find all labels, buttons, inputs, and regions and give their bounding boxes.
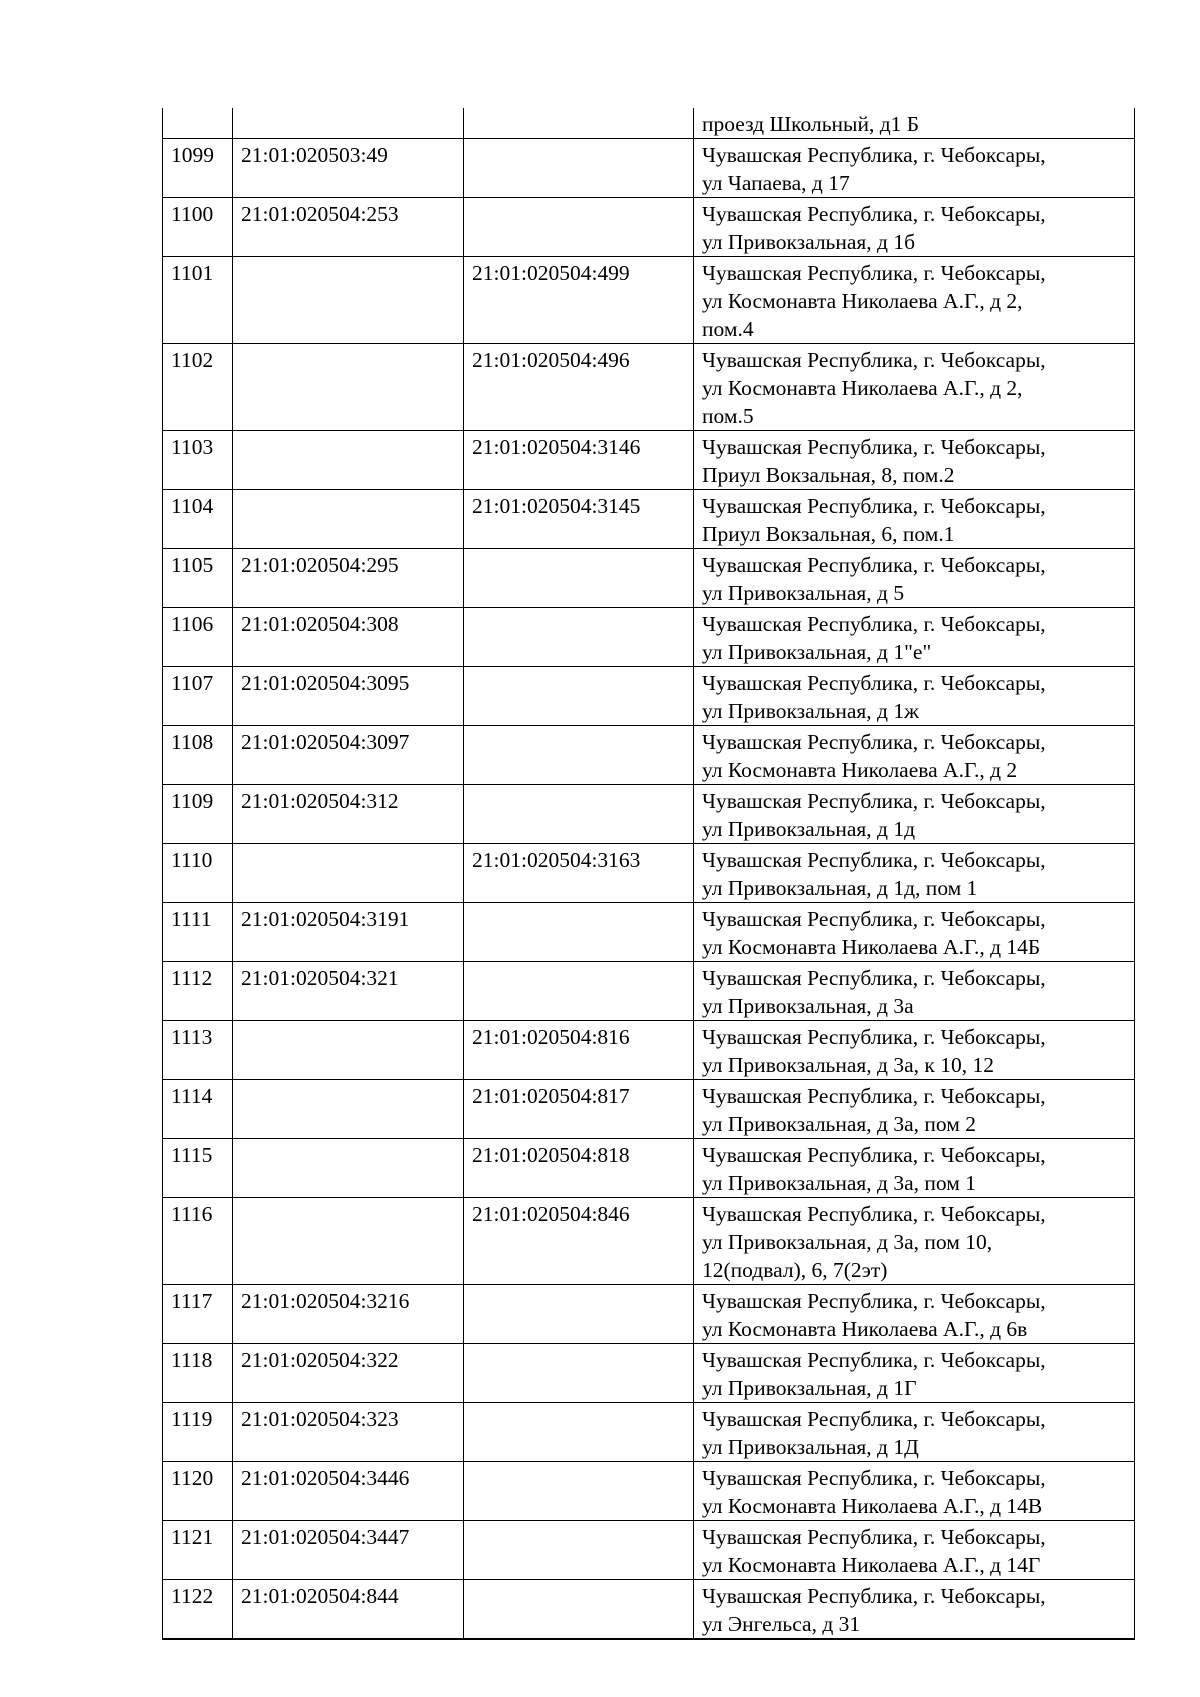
table-row — [163, 1580, 1135, 1640]
row-number-cell: 1108 — [163, 726, 233, 785]
address-line: Чувашская Республика, г. Чебоксары, — [702, 553, 1046, 577]
row-number-cell: 1120 — [163, 1462, 233, 1521]
address-cell — [694, 549, 1135, 608]
address-line: ул Привокзальная, д 1Д — [702, 1435, 919, 1459]
building-cadastral-number-cell: 21:01:020504:496 — [464, 344, 694, 431]
land-cadastral-number-cell: 21:01:020504:3446 — [233, 1462, 464, 1521]
land-cadastral-number-cell — [233, 431, 464, 490]
row-number-cell: 1109 — [163, 785, 233, 844]
address-cell — [694, 1285, 1135, 1344]
building-cadastral-number-cell — [464, 1462, 694, 1521]
address-line: Чувашская Республика, г. Чебоксары, — [702, 202, 1046, 226]
building-cadastral-number-cell: 21:01:020504:816 — [464, 1021, 694, 1080]
address-cell — [694, 1198, 1135, 1285]
address-line: Чувашская Республика, г. Чебоксары, — [702, 966, 1046, 990]
table-row — [163, 785, 1135, 844]
address-line: ул Привокзальная, д 5 — [702, 581, 905, 605]
address-line: Приул Вокзальная, 6, пом.1 — [702, 522, 955, 546]
row-number-cell: 1106 — [163, 608, 233, 667]
building-cadastral-number-cell — [464, 785, 694, 844]
address-cell — [694, 1139, 1135, 1198]
table-row — [163, 1462, 1135, 1521]
table-row — [163, 608, 1135, 667]
row-number-cell: 1111 — [163, 903, 233, 962]
building-cadastral-number-cell: 21:01:020504:818 — [464, 1139, 694, 1198]
address-cell — [694, 726, 1135, 785]
table-row — [163, 1198, 1135, 1285]
land-cadastral-number-cell: 21:01:020504:322 — [233, 1344, 464, 1403]
building-cadastral-number-cell — [464, 549, 694, 608]
address-cell — [694, 1403, 1135, 1462]
land-cadastral-number-cell: 21:01:020504:844 — [233, 1580, 464, 1640]
address-line: ул Привокзальная, д 3а, к 10, 12 — [702, 1053, 994, 1077]
address-line: Чувашская Республика, г. Чебоксары, — [702, 612, 1046, 636]
row-number-cell: 1117 — [163, 1285, 233, 1344]
address-line: Чувашская Республика, г. Чебоксары, — [702, 907, 1046, 931]
address-line: Чувашская Республика, г. Чебоксары, — [702, 1289, 1046, 1313]
land-cadastral-number-cell: 21:01:020504:3216 — [233, 1285, 464, 1344]
land-cadastral-number-cell — [233, 844, 464, 903]
address-line: Чувашская Республика, г. Чебоксары, — [702, 1525, 1046, 1549]
land-cadastral-number-cell — [233, 1139, 464, 1198]
table-row — [163, 257, 1135, 344]
land-cadastral-number-cell — [233, 1198, 464, 1285]
land-cadastral-number-cell: 21:01:020504:3097 — [233, 726, 464, 785]
building-cadastral-number-cell: 21:01:020504:499 — [464, 257, 694, 344]
address-line: Чувашская Республика, г. Чебоксары, — [702, 435, 1046, 459]
row-number-cell: 1103 — [163, 431, 233, 490]
address-cell — [694, 1462, 1135, 1521]
address-line: ул Космонавта Николаева А.Г., д 14В — [702, 1494, 1043, 1518]
row-number-cell: 1107 — [163, 667, 233, 726]
row-number-cell: 1113 — [163, 1021, 233, 1080]
address-cell — [694, 257, 1135, 344]
building-cadastral-number-cell — [464, 1344, 694, 1403]
table-row — [163, 549, 1135, 608]
address-line: Чувашская Республика, г. Чебоксары, — [702, 671, 1046, 695]
land-cadastral-number-cell: 21:01:020503:49 — [233, 139, 464, 198]
row-number-cell: 1122 — [163, 1580, 233, 1640]
address-line: ул Энгельса, д 31 — [702, 1612, 861, 1636]
table-row — [163, 726, 1135, 785]
land-cadastral-number-cell: 21:01:020504:3095 — [233, 667, 464, 726]
table-row — [163, 844, 1135, 903]
address-line: ул Космонавта Николаева А.Г., д 14Г — [702, 1553, 1041, 1577]
row-number-cell: 1114 — [163, 1080, 233, 1139]
table-row — [163, 139, 1135, 198]
address-line: проезд Школьный, д1 Б — [702, 112, 920, 136]
address-cell — [694, 108, 1135, 139]
address-line: ул Привокзальная, д 3а, пом 10, — [702, 1230, 993, 1254]
row-number-cell: 1121 — [163, 1521, 233, 1580]
address-line: пом.4 — [702, 317, 754, 341]
address-line: ул Космонавта Николаева А.Г., д 2, — [702, 376, 1023, 400]
land-cadastral-number-cell — [233, 1021, 464, 1080]
land-cadastral-number-cell — [233, 344, 464, 431]
row-number-cell: 1099 — [163, 139, 233, 198]
address-line: ул Привокзальная, д 3а, пом 2 — [702, 1112, 976, 1136]
address-line: ул Привокзальная, д 1д, пом 1 — [702, 876, 978, 900]
address-cell — [694, 431, 1135, 490]
land-cadastral-number-cell: 21:01:020504:3447 — [233, 1521, 464, 1580]
table-body — [163, 108, 1135, 1639]
building-cadastral-number-cell — [464, 198, 694, 257]
address-cell — [694, 1521, 1135, 1580]
address-line: Чувашская Республика, г. Чебоксары, — [702, 1202, 1046, 1226]
table-row — [163, 903, 1135, 962]
address-line: ул Привокзальная, д 1Г — [702, 1376, 917, 1400]
land-cadastral-number-cell: 21:01:020504:253 — [233, 198, 464, 257]
land-cadastral-number-cell — [233, 1080, 464, 1139]
land-cadastral-number-cell: 21:01:020504:323 — [233, 1403, 464, 1462]
address-line: ул Привокзальная, д 1ж — [702, 699, 919, 723]
address-line: Чувашская Республика, г. Чебоксары, — [702, 848, 1046, 872]
land-cadastral-number-cell — [233, 257, 464, 344]
land-cadastral-number-cell: 21:01:020504:321 — [233, 962, 464, 1021]
address-cell — [694, 1344, 1135, 1403]
building-cadastral-number-cell: 21:01:020504:3163 — [464, 844, 694, 903]
building-cadastral-number-cell — [464, 667, 694, 726]
address-cell — [694, 344, 1135, 431]
table-row — [163, 1080, 1135, 1139]
table-row — [163, 1139, 1135, 1198]
table-row — [163, 962, 1135, 1021]
address-line: ул Чапаева, д 17 — [702, 171, 850, 195]
address-cell — [694, 490, 1135, 549]
building-cadastral-number-cell: 21:01:020504:846 — [464, 1198, 694, 1285]
row-number-cell: 1110 — [163, 844, 233, 903]
row-number-cell: 1105 — [163, 549, 233, 608]
row-number-cell: 1102 — [163, 344, 233, 431]
address-cell — [694, 139, 1135, 198]
building-cadastral-number-cell — [464, 903, 694, 962]
land-cadastral-number-cell: 21:01:020504:3191 — [233, 903, 464, 962]
address-cell — [694, 1580, 1135, 1640]
row-number-cell: 1118 — [163, 1344, 233, 1403]
address-line: пом.5 — [702, 404, 754, 428]
address-cell — [694, 962, 1135, 1021]
address-line: Чувашская Республика, г. Чебоксары, — [702, 143, 1046, 167]
row-number-cell: 1115 — [163, 1139, 233, 1198]
land-cadastral-number-cell: 21:01:020504:312 — [233, 785, 464, 844]
address-line: Чувашская Республика, г. Чебоксары, — [702, 1084, 1046, 1108]
address-cell — [694, 1080, 1135, 1139]
table-row — [163, 108, 1135, 139]
address-line: ул Привокзальная, д 1д — [702, 817, 916, 841]
address-line: ул Привокзальная, д 1"е" — [702, 640, 932, 664]
row-number-cell — [163, 108, 233, 139]
address-cell — [694, 667, 1135, 726]
address-line: Чувашская Республика, г. Чебоксары, — [702, 1025, 1046, 1049]
address-cell — [694, 785, 1135, 844]
building-cadastral-number-cell — [464, 1521, 694, 1580]
table-row — [163, 1403, 1135, 1462]
address-line: Чувашская Республика, г. Чебоксары, — [702, 730, 1046, 754]
address-cell — [694, 1021, 1135, 1080]
address-line: Приул Вокзальная, 8, пом.2 — [702, 463, 955, 487]
land-cadastral-number-cell — [233, 108, 464, 139]
table-row — [163, 1344, 1135, 1403]
address-cell — [694, 844, 1135, 903]
row-number-cell: 1116 — [163, 1198, 233, 1285]
table-row — [163, 1021, 1135, 1080]
address-line: Чувашская Республика, г. Чебоксары, — [702, 1407, 1046, 1431]
table-row — [163, 431, 1135, 490]
table-row — [163, 1285, 1135, 1344]
address-line: Чувашская Республика, г. Чебоксары, — [702, 348, 1046, 372]
address-line: Чувашская Республика, г. Чебоксары, — [702, 261, 1046, 285]
address-cell — [694, 198, 1135, 257]
address-line: Чувашская Республика, г. Чебоксары, — [702, 494, 1046, 518]
building-cadastral-number-cell — [464, 108, 694, 139]
building-cadastral-number-cell: 21:01:020504:3146 — [464, 431, 694, 490]
row-number-cell: 1112 — [163, 962, 233, 1021]
property-registry-table — [162, 108, 1135, 1640]
address-line: Чувашская Республика, г. Чебоксары, — [702, 1143, 1046, 1167]
address-line: Чувашская Республика, г. Чебоксары, — [702, 1584, 1046, 1608]
address-line: Чувашская Республика, г. Чебоксары, — [702, 1466, 1046, 1490]
address-line: ул Космонавта Николаева А.Г., д 2, — [702, 289, 1023, 313]
building-cadastral-number-cell — [464, 608, 694, 667]
address-line: ул Космонавта Николаева А.Г., д 14Б — [702, 935, 1041, 959]
address-line: ул Космонавта Николаева А.Г., д 2 — [702, 758, 1018, 782]
building-cadastral-number-cell — [464, 726, 694, 785]
table-row — [163, 490, 1135, 549]
address-line: ул Привокзальная, д 3а, пом 1 — [702, 1171, 976, 1195]
land-cadastral-number-cell — [233, 490, 464, 549]
building-cadastral-number-cell — [464, 1403, 694, 1462]
address-cell — [694, 903, 1135, 962]
row-number-cell: 1119 — [163, 1403, 233, 1462]
land-cadastral-number-cell: 21:01:020504:308 — [233, 608, 464, 667]
building-cadastral-number-cell — [464, 139, 694, 198]
row-number-cell: 1101 — [163, 257, 233, 344]
table-row — [163, 344, 1135, 431]
building-cadastral-number-cell — [464, 1580, 694, 1640]
row-number-cell: 1104 — [163, 490, 233, 549]
address-line: Чувашская Республика, г. Чебоксары, — [702, 1348, 1046, 1372]
land-cadastral-number-cell: 21:01:020504:295 — [233, 549, 464, 608]
building-cadastral-number-cell: 21:01:020504:3145 — [464, 490, 694, 549]
row-number-cell: 1100 — [163, 198, 233, 257]
building-cadastral-number-cell — [464, 962, 694, 1021]
address-line: ул Космонавта Николаева А.Г., д 6в — [702, 1317, 1028, 1341]
building-cadastral-number-cell: 21:01:020504:817 — [464, 1080, 694, 1139]
building-cadastral-number-cell — [464, 1285, 694, 1344]
address-line: ул Привокзальная, д 1б — [702, 230, 916, 254]
table-row — [163, 667, 1135, 726]
table-row — [163, 1521, 1135, 1580]
address-line: Чувашская Республика, г. Чебоксары, — [702, 789, 1046, 813]
address-cell — [694, 608, 1135, 667]
table-row — [163, 198, 1135, 257]
address-line: 12(подвал), 6, 7(2эт) — [702, 1258, 888, 1282]
address-line: ул Привокзальная, д 3а — [702, 994, 914, 1018]
